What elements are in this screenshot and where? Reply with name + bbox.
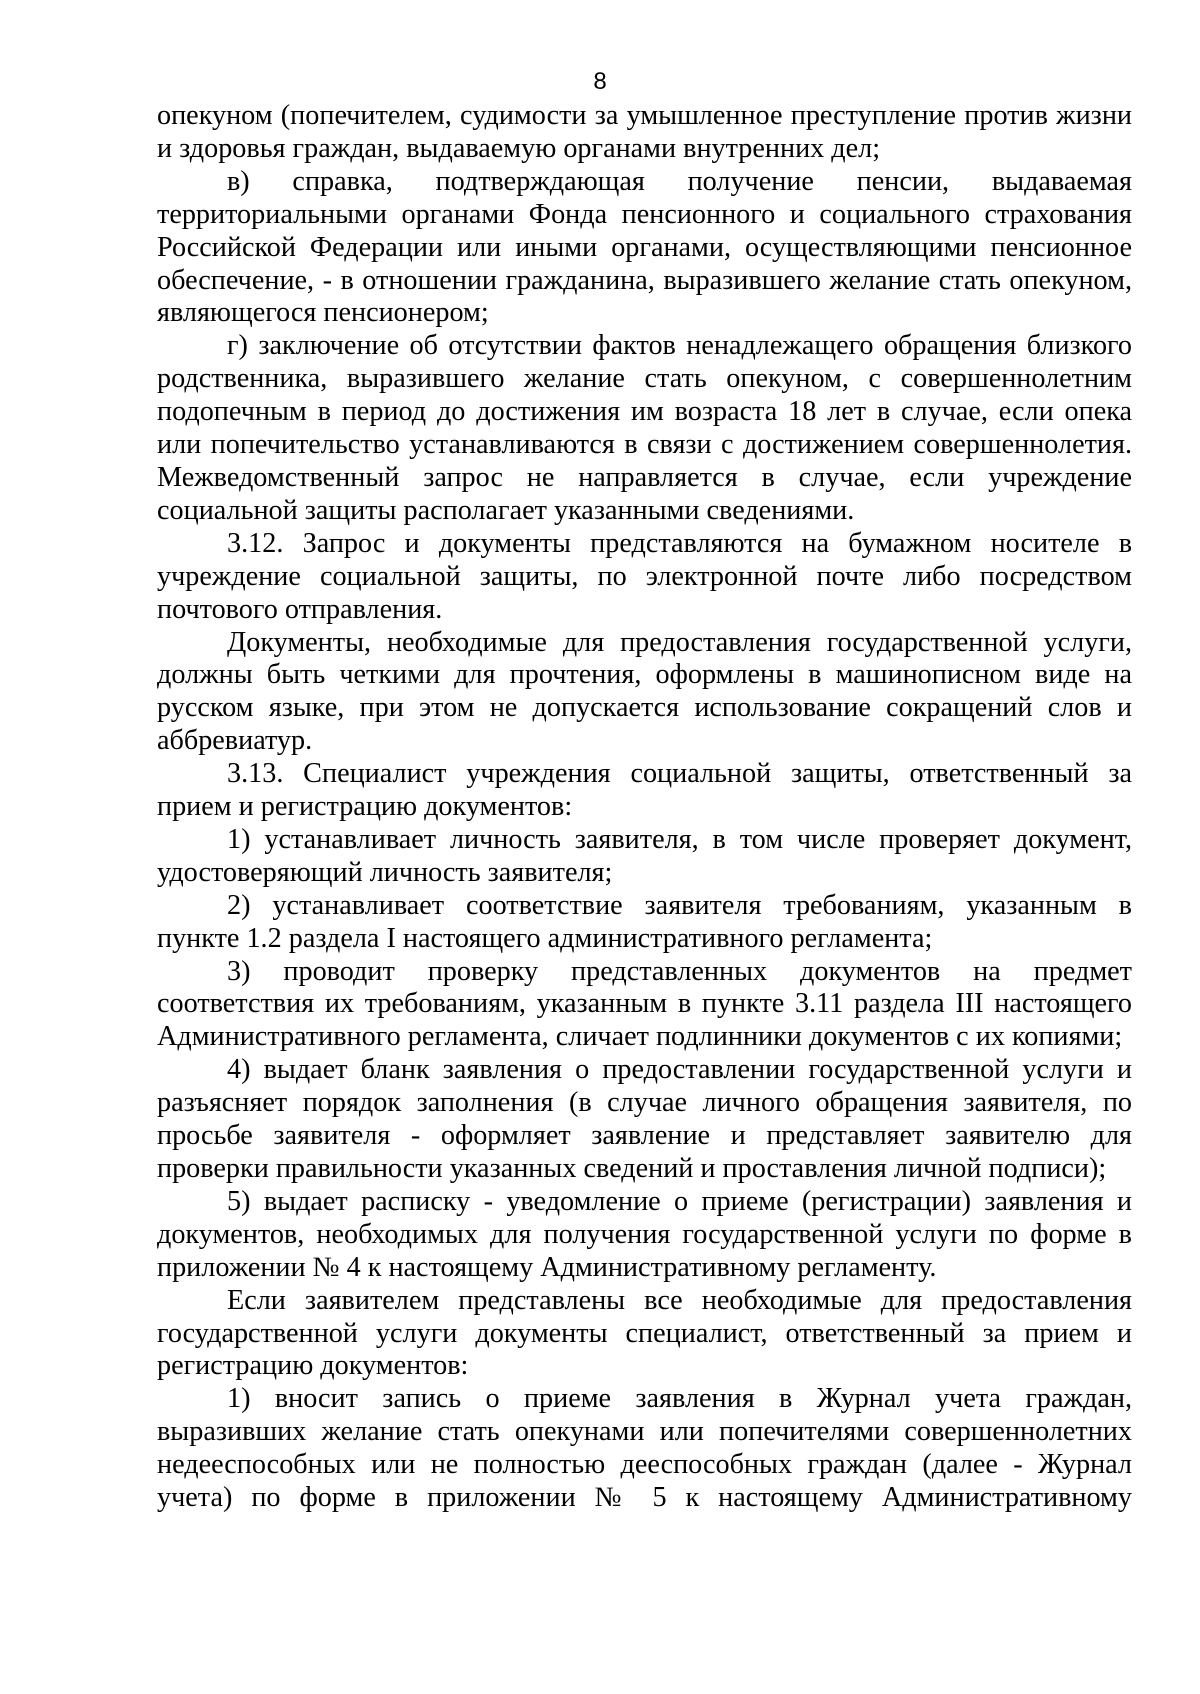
paragraph-step-3: 3) проводит проверку представленных документов на предмет соответствия их требованиям, указанным в пункте 3.11 раздела III настоящего Административного регламента, сличает подлинники документов с их копиями; [157,955,1132,1053]
page-number: 8 [593,68,607,95]
paragraph-registration-step-1: 1) вносит запись о приеме заявления в Журнал учета граждан, выразивших желание стать опекунами или попечителями совершеннолетних недееспособных или не полностью дееспособных граждан (далее - Журнал учета) по форме в приложении № 5 к настоящему Административному [157,1383,1132,1514]
paragraph-3-12: 3.12. Запрос и документы представляются на бумажном носителе в учреждение социальной защиты, по электронной почте либо посредством почтового отправления. [157,527,1132,625]
paragraph-step-4: 4) выдает бланк заявления о предоставлении государственной услуги и разъясняет порядок заполнения (в случае личного обращения заявителя, по просьбе заявителя - оформляет заявление и представляет заявителю для проверки правильности указанных сведений и проставления личной подписи); [157,1054,1132,1184]
paragraph-item-g: г) заключение об отсутствии фактов ненадлежащего обращения близкого родственника, выразившего желание стать опекуном, с совершеннолетним подопечным в период до достижения им возраста 18 лет в случае, если опека или попечительство устанавливаются в связи с достижением совершеннолетия. Межведомственный запрос не направляется в случае, если учреждение социальной защиты располагает указанными сведениями. [157,330,1132,526]
document-body [157,100,1132,1515]
paragraph-continuation: опекуном (попечителем, судимости за умышленное преступление против жизни и здоровья граждан, выдаваемую органами внутренних дел; [157,100,1132,164]
paragraph-registration-intro: Если заявителем представлены все необходимые для предоставления государственной услуги документы специалист, ответственный за прием и регистрацию документов: [157,1284,1132,1382]
paragraph-step-5: 5) выдает расписку - уведомление о приеме (регистрации) заявления и документов, необходимых для получения государственной услуги по форме в приложении № 4 к настоящему Административному регламенту. [157,1185,1132,1283]
paragraph-3-13: 3.13. Специалист учреждения социальной защиты, ответственный за прием и регистрацию документов: [157,758,1132,823]
paragraph-item-v: в) справка, подтверждающая получение пенсии, выдаваемая территориальными органами Фонда пенсионного и социального страхования Российской Федерации или иными органами, осуществляющими пенсионное обеспечение, - в отношении гражданина, выразившего желание стать опекуном, являющегося пенсионером; [157,165,1132,329]
paragraph-documents-requirements: Документы, необходимые для предоставления государственной услуги, должны быть четкими для прочтения, оформлены в машинописном виде на русском языке, при этом не допускается использование сокращений слов и аббревиатур. [157,626,1132,757]
paragraph-step-1: 1) устанавливает личность заявителя, в том числе проверяет документ, удостоверяющий личность заявителя; [157,823,1132,888]
paragraph-step-2: 2) устанавливает соответствие заявителя требованиям, указанным в пункте 1.2 раздела I настоящего административного регламента; [157,889,1132,954]
